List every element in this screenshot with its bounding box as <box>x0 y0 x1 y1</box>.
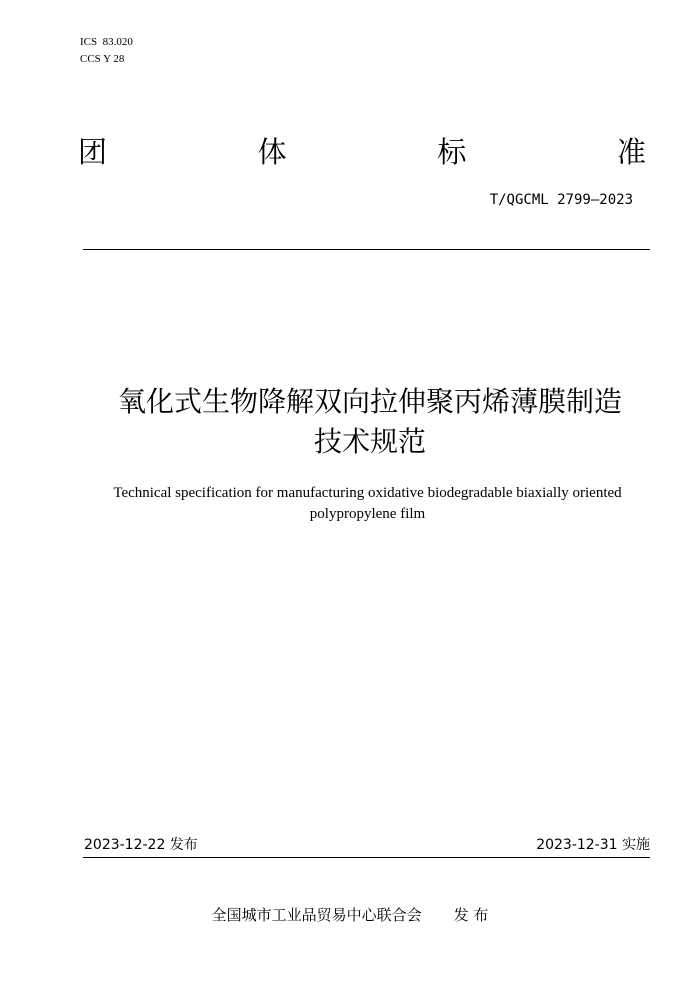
bottom-divider <box>83 857 650 858</box>
ccs-code: CCS Y 28 <box>80 53 125 65</box>
standard-type-char: 标 <box>437 135 467 169</box>
ics-code: ICS 83.020 <box>80 36 133 48</box>
standard-number: T/QGCML 2799—2023 <box>489 192 633 208</box>
standard-type-heading <box>78 132 646 172</box>
top-divider <box>83 249 650 250</box>
issue-date: 2023-12-22 发布 <box>84 837 198 853</box>
chinese-title <box>40 382 700 462</box>
chinese-title-line-1: 氧化式生物降解双向拉伸聚丙烯薄膜制造 <box>117 385 622 418</box>
english-title <box>40 483 695 525</box>
standard-type-char: 准 <box>616 135 646 169</box>
publisher-line <box>0 904 700 926</box>
chinese-title-line-2: 技术规范 <box>313 425 426 458</box>
english-title-line-1: Technical specification for manufacturing oxidative biodegradable biaxially oriented <box>113 485 622 501</box>
english-title-line-2: polypropylene film <box>309 506 426 522</box>
publisher-action: 发 布 <box>453 906 489 924</box>
effective-date: 2023-12-31 实施 <box>536 837 650 853</box>
publisher-name: 全国城市工业品贸易中心联合会 <box>211 906 422 924</box>
classification-codes <box>80 34 133 68</box>
standard-type-char: 体 <box>257 135 287 169</box>
standard-type-char: 团 <box>78 135 108 169</box>
